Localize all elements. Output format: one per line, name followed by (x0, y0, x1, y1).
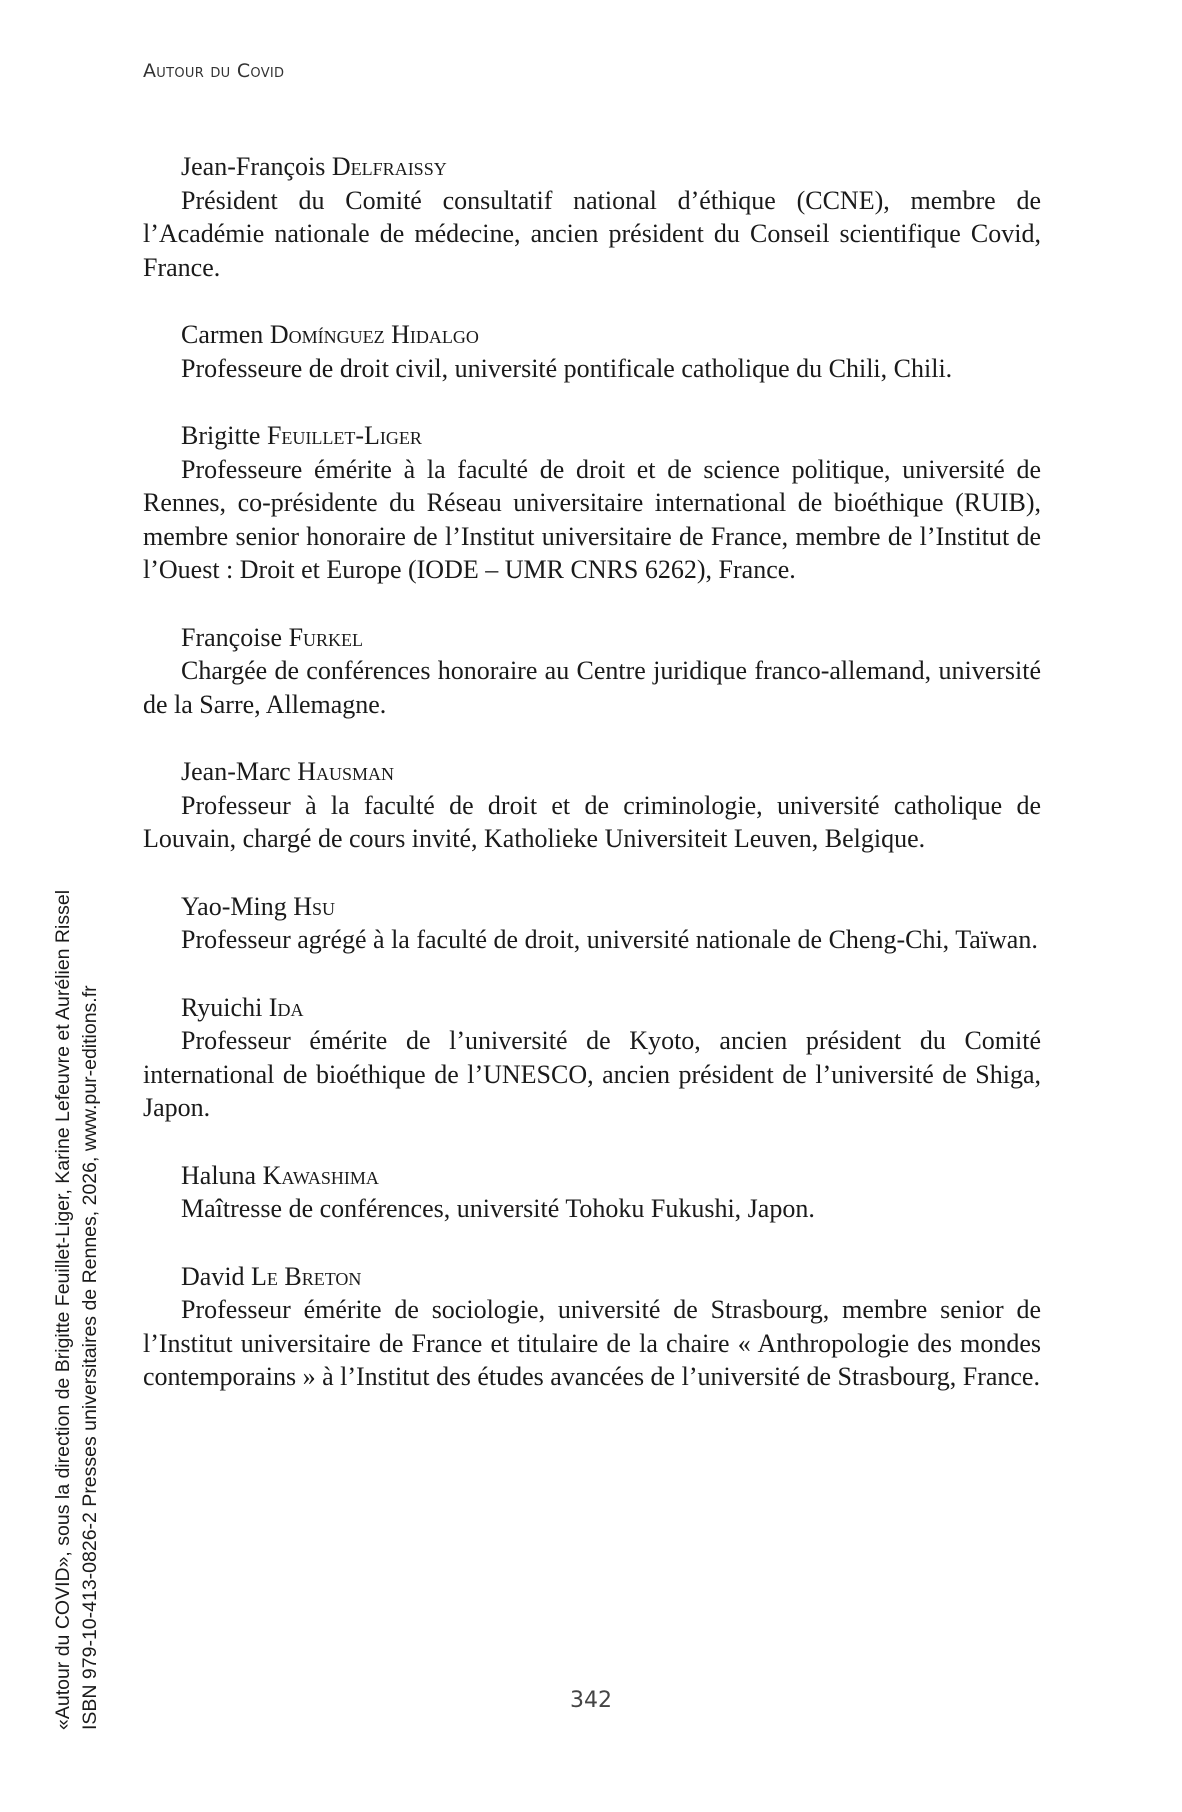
given-name: Ryuichi (181, 992, 269, 1022)
surname: Feuillet-Liger (266, 421, 422, 450)
running-head: Autour du Covid (143, 60, 285, 82)
contributor-name (143, 755, 1041, 789)
surname: Kawashima (262, 1160, 379, 1190)
side-note-line-2: ISBN 979-10-413-0826-2 Presses universitaires de Rennes, 2026, www.pur-editions.fr (79, 985, 101, 1730)
copyright-side-note (50, 800, 104, 1730)
page-number: 342 (570, 1688, 612, 1713)
contributor-description: Professeure de droit civil, université pontificale catholique du Chili, Chili. (181, 353, 953, 383)
given-name: Jean-François (181, 152, 332, 181)
contributor-description: Professeur émérite de l’université de Kyoto, ancien président du Comité international de bioéthique de l’UNESCO, ancien président de l’université de Shiga, Japon. (143, 1026, 1041, 1122)
given-name: Brigitte (181, 421, 267, 450)
contributor-entry (143, 1260, 1041, 1394)
given-name: Françoise (181, 622, 289, 652)
given-name: Haluna (181, 1160, 263, 1190)
contributor-name (143, 1159, 1041, 1193)
contributor-name (143, 150, 1041, 184)
contributor-entry (143, 755, 1041, 856)
contributor-entry (143, 991, 1041, 1125)
contributor-entry (143, 150, 1041, 284)
surname: Le Breton (251, 1261, 362, 1291)
contributor-description: Professeure émérite à la faculté de droit et de science politique, université de Rennes, co-présidente du Réseau universitaire international de bioéthique (RUIB), membre senior honoraire de l’Institut universitaire de France, membre de l’Institut de l’Ouest : Droit et Europe (IODE – UMR CNRS 6262), France. (143, 454, 1041, 584)
contributor-name (143, 1260, 1041, 1294)
contributor-entry (143, 318, 1041, 385)
surname: Hsu (293, 891, 336, 921)
contributor-description: Professeur émérite de sociologie, université de Strasbourg, membre senior de l’Institut universitaire de France et titulaire de la chaire « Anthropologie des mondes contemporains » à l’Institut des études avancées de l’université de Strasbourg, France. (143, 1295, 1041, 1391)
contributor-description: Chargée de conférences honoraire au Centre juridique franco-allemand, université de la Sarre, Allemagne. (143, 656, 1041, 719)
given-name: Jean-Marc (181, 757, 298, 786)
contributor-description: Président du Comité consultatif national d’éthique (CCNE), membre de l’Académie nationale de médecine, ancien président du Conseil scientifique Covid, France. (143, 185, 1041, 282)
contributor-name (143, 419, 1041, 453)
contributor-entry (143, 890, 1041, 957)
surname: Furkel (288, 622, 364, 652)
contributor-entry (143, 621, 1041, 722)
contributors-list (143, 150, 1041, 1428)
surname: Ida (268, 992, 304, 1022)
contributor-name (143, 318, 1041, 352)
side-note-line-1: «Autour du COVID», sous la direction de Brigitte Feuillet-Liger, Karine Lefeuvre et Aurélien Rissel (52, 889, 74, 1730)
contributor-description: Maîtresse de conférences, université Tohoku Fukushi, Japon. (181, 1194, 815, 1223)
contributor-description: Professeur à la faculté de droit et de criminologie, université catholique de Louvain, chargé de cours invité, Katholieke Universiteit Leuven, Belgique. (143, 790, 1041, 853)
contributor-name (143, 991, 1041, 1025)
contributor-entry (143, 419, 1041, 587)
surname: Hausman (297, 757, 395, 786)
contributor-description: Professeur agrégé à la faculté de droit, université nationale de Cheng-Chi, Taïwan. (181, 925, 1038, 954)
given-name: Yao-Ming (181, 891, 294, 921)
given-name: David (181, 1261, 252, 1291)
given-name: Carmen (181, 320, 270, 349)
contributor-entry (143, 1159, 1041, 1226)
surname: Delfraissy (331, 152, 447, 181)
surname: Domínguez Hidalgo (269, 320, 479, 349)
contributor-name (143, 621, 1041, 655)
contributor-name (143, 890, 1041, 924)
